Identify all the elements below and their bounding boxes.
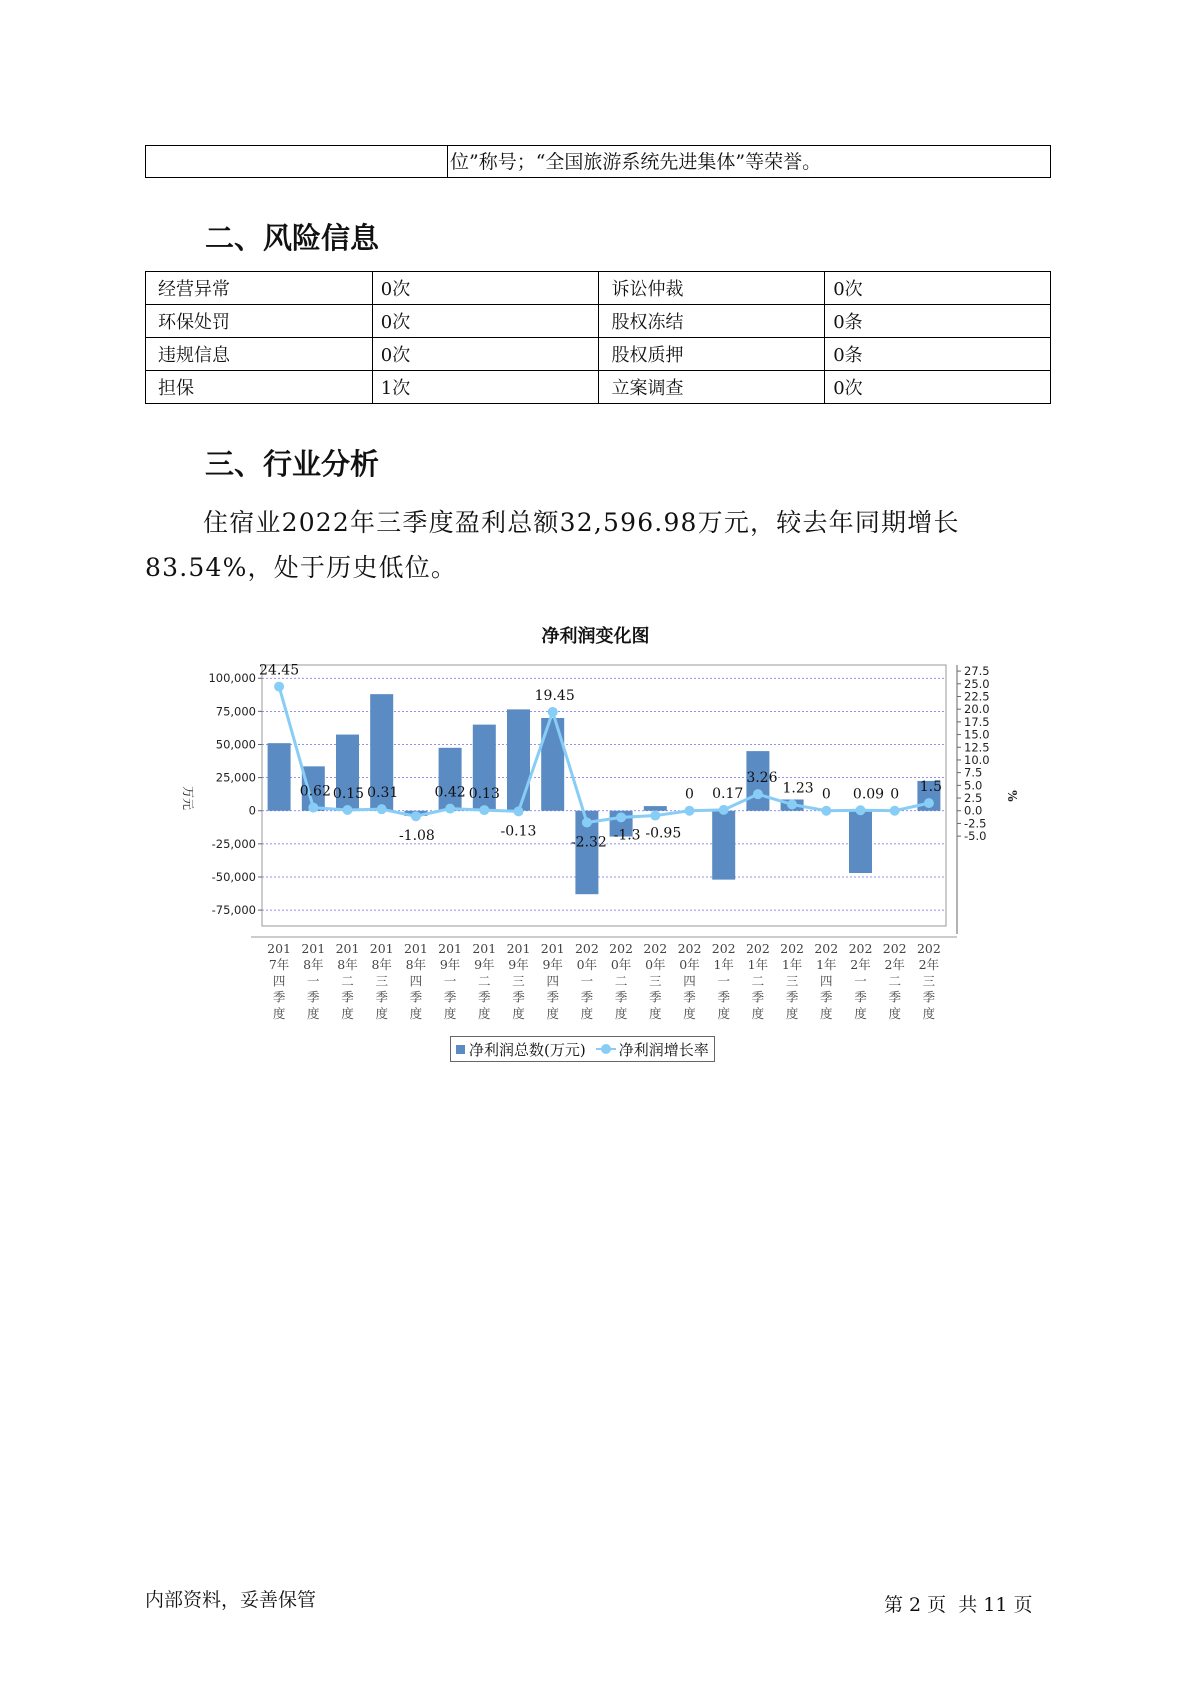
y2-tick-label: 10.0 xyxy=(964,752,990,767)
risk-value: 0次 xyxy=(825,272,1051,305)
x-tick-label: 9年 xyxy=(508,957,529,973)
x-tick-label: 8年 xyxy=(405,957,427,973)
growth-rate-data-label: 0.42 xyxy=(434,784,466,801)
x-tick-label: 度 xyxy=(717,1005,730,1021)
growth-rate-data-label: 19.45 xyxy=(534,687,575,704)
x-tick-label: 二 xyxy=(888,973,901,989)
x-tick-label: 一 xyxy=(717,973,730,989)
y2-tick-label: 15.0 xyxy=(964,727,990,742)
risk-table-row xyxy=(146,338,1051,371)
risk-value: 0条 xyxy=(825,305,1051,338)
x-tick-label: 1年 xyxy=(816,957,837,973)
x-tick-label: 201 xyxy=(301,941,326,956)
growth-rate-point xyxy=(343,805,353,815)
x-tick-label: 0年 xyxy=(610,957,632,973)
risk-label: 环保处罚 xyxy=(146,305,373,338)
footer-page-number: 第 2 页 共 11 页 xyxy=(884,1594,1033,1616)
x-tick-label: 9年 xyxy=(474,957,495,973)
x-tick-label: 201 xyxy=(267,941,292,956)
x-tick-label: 二 xyxy=(614,973,628,989)
honors-table-left-cell xyxy=(146,146,448,177)
x-tick-label: 季 xyxy=(717,989,730,1005)
growth-rate-point xyxy=(274,682,284,692)
x-tick-label: 一 xyxy=(580,973,594,989)
x-tick-label: 8年 xyxy=(337,957,358,973)
growth-rate-point xyxy=(924,798,934,808)
growth-rate-data-label: 3.26 xyxy=(746,770,778,787)
growth-rate-point xyxy=(787,799,797,809)
growth-rate-data-label: 0.62 xyxy=(299,783,331,800)
x-tick-label: 度 xyxy=(683,1005,696,1021)
growth-rate-data-label: -0.13 xyxy=(500,823,537,840)
growth-rate-data-label: 0.13 xyxy=(468,786,500,803)
x-tick-label: 季 xyxy=(580,989,594,1005)
y2-tick-label: 27.5 xyxy=(964,664,990,679)
chart-legend xyxy=(450,1036,715,1062)
x-tick-label: 四 xyxy=(272,973,286,989)
growth-rate-data-label: 0 xyxy=(821,786,831,803)
x-tick-label: 度 xyxy=(443,1005,457,1021)
x-tick-label: 季 xyxy=(785,989,799,1005)
x-tick-label: 季 xyxy=(478,989,491,1005)
x-tick-label: 度 xyxy=(649,1005,662,1021)
growth-rate-data-label: -1.08 xyxy=(398,828,435,845)
x-tick-label: 三 xyxy=(649,973,662,989)
risk-label: 诉讼仲裁 xyxy=(599,272,825,305)
x-tick-label: 季 xyxy=(443,989,457,1005)
bar-net-profit xyxy=(439,748,462,811)
growth-rate-data-label: 24.45 xyxy=(259,662,300,679)
growth-rate-point xyxy=(753,789,763,799)
x-tick-label: 8年 xyxy=(371,957,392,973)
y-tick-label: -50,000 xyxy=(211,869,256,884)
x-tick-label: 2年 xyxy=(884,957,905,973)
x-tick-label: 四 xyxy=(546,973,559,989)
x-tick-label: 202 xyxy=(677,941,702,956)
x-tick-label: 201 xyxy=(369,941,394,956)
x-tick-label: 一 xyxy=(307,973,320,989)
x-tick-label: 季 xyxy=(649,989,662,1005)
honors-table-row xyxy=(145,145,1051,178)
growth-rate-data-label: -0.95 xyxy=(645,825,682,842)
growth-rate-point xyxy=(445,804,455,814)
x-tick-label: 201 xyxy=(472,941,497,956)
x-tick-label: 202 xyxy=(745,941,770,956)
y2-tick-label: 0.0 xyxy=(964,803,983,818)
chart-title: 净利润变化图 xyxy=(541,626,650,647)
x-tick-label: 季 xyxy=(272,989,286,1005)
risk-value: 0条 xyxy=(825,338,1051,371)
y2-tick-label: 25.0 xyxy=(964,676,990,691)
bar-net-profit xyxy=(268,743,291,811)
x-tick-label: 201 xyxy=(506,941,531,956)
x-tick-label: 1年 xyxy=(747,957,769,973)
y-tick-label: -75,000 xyxy=(211,903,256,918)
x-tick-label: 季 xyxy=(341,989,354,1005)
risk-table-row xyxy=(146,272,1051,305)
y2-tick-label: -5.0 xyxy=(964,829,987,844)
bar-net-profit xyxy=(507,709,530,810)
y-tick-label: 50,000 xyxy=(215,737,256,752)
x-tick-label: 202 xyxy=(711,941,736,956)
industry-heading: 三、行业分析 xyxy=(205,447,380,481)
x-tick-label: 三 xyxy=(512,973,525,989)
x-tick-label: 度 xyxy=(512,1005,525,1021)
growth-rate-data-label: 0.17 xyxy=(712,785,744,802)
growth-rate-point xyxy=(650,811,660,821)
x-tick-label: 度 xyxy=(375,1005,388,1021)
x-tick-label: 四 xyxy=(683,973,696,989)
growth-rate-point xyxy=(856,805,866,815)
x-tick-label: 二 xyxy=(341,973,354,989)
x-tick-label: 202 xyxy=(643,941,668,956)
x-tick-label: 一 xyxy=(443,973,457,989)
y-tick-label: 75,000 xyxy=(215,704,256,719)
x-tick-label: 9年 xyxy=(542,957,563,973)
x-tick-label: 201 xyxy=(438,941,463,956)
x-tick-label: 度 xyxy=(580,1005,594,1021)
x-tick-label: 季 xyxy=(512,989,525,1005)
x-tick-label: 度 xyxy=(546,1005,559,1021)
risk-value: 0次 xyxy=(372,305,599,338)
x-tick-label: 202 xyxy=(814,941,839,956)
growth-rate-point xyxy=(514,806,524,816)
x-tick-label: 季 xyxy=(683,989,696,1005)
risk-table-row xyxy=(146,305,1051,338)
risk-label: 股权冻结 xyxy=(599,305,825,338)
x-tick-label: 202 xyxy=(848,941,873,956)
x-tick-label: 二 xyxy=(751,973,765,989)
x-tick-label: 季 xyxy=(375,989,388,1005)
x-tick-label: 度 xyxy=(785,1005,799,1021)
x-tick-label: 度 xyxy=(478,1005,491,1021)
x-tick-label: 202 xyxy=(916,941,941,956)
x-tick-label: 202 xyxy=(574,941,599,956)
x-tick-label: 202 xyxy=(882,941,907,956)
risk-heading: 二、风险信息 xyxy=(205,221,380,255)
risk-value: 0次 xyxy=(372,338,599,371)
x-tick-label: 季 xyxy=(614,989,628,1005)
x-tick-label: 四 xyxy=(820,973,833,989)
x-tick-label: 季 xyxy=(751,989,765,1005)
legend-bar-swatch xyxy=(456,1045,465,1054)
y2-axis-label: % xyxy=(1005,790,1019,802)
x-tick-label: 0年 xyxy=(576,957,598,973)
x-tick-label: 1年 xyxy=(781,957,803,973)
x-tick-label: 三 xyxy=(922,973,936,989)
legend-line-label: 净利润增长率 xyxy=(618,1040,709,1059)
x-tick-label: 度 xyxy=(409,1005,423,1021)
x-tick-label: 9年 xyxy=(439,957,461,973)
growth-rate-point xyxy=(479,805,489,815)
y2-tick-label: 12.5 xyxy=(964,740,990,755)
growth-rate-point xyxy=(685,806,695,816)
footer-confidential-note: 内部资料，妥善保管 xyxy=(145,1589,317,1611)
bar-net-profit xyxy=(849,811,872,873)
x-tick-label: 三 xyxy=(375,973,388,989)
risk-label: 股权质押 xyxy=(599,338,825,371)
risk-label: 立案调查 xyxy=(599,371,825,404)
x-tick-label: 度 xyxy=(341,1005,354,1021)
legend-bar-label: 净利润总数(万元) xyxy=(469,1040,586,1059)
x-tick-label: 7年 xyxy=(268,957,290,973)
y2-tick-label: 17.5 xyxy=(964,714,990,729)
y-tick-label: 25,000 xyxy=(215,770,256,785)
y-tick-label: 0 xyxy=(248,803,256,818)
x-tick-label: 季 xyxy=(922,989,936,1005)
risk-label: 经营异常 xyxy=(146,272,373,305)
x-tick-label: 8年 xyxy=(303,957,324,973)
risk-label: 担保 xyxy=(146,371,373,404)
growth-rate-data-label: 0.09 xyxy=(852,786,885,803)
bar-net-profit xyxy=(644,806,667,811)
y-axis-label: 万元 xyxy=(181,785,195,811)
x-tick-label: 201 xyxy=(335,941,360,956)
y2-tick-label: 7.5 xyxy=(964,765,983,780)
growth-rate-point xyxy=(582,818,592,828)
growth-rate-data-label: 0 xyxy=(685,786,694,803)
y2-tick-label: 2.5 xyxy=(964,791,983,806)
y2-tick-label: -2.5 xyxy=(964,816,987,831)
x-tick-label: 度 xyxy=(272,1005,286,1021)
x-tick-label: 季 xyxy=(409,989,423,1005)
growth-rate-point xyxy=(548,707,558,717)
growth-rate-point xyxy=(821,806,831,816)
x-tick-label: 度 xyxy=(820,1005,833,1021)
x-tick-label: 一 xyxy=(854,973,867,989)
x-tick-label: 2年 xyxy=(918,957,940,973)
growth-rate-point xyxy=(616,812,626,822)
x-tick-label: 度 xyxy=(888,1005,901,1021)
y2-tick-label: 20.0 xyxy=(964,702,990,717)
x-tick-label: 季 xyxy=(820,989,833,1005)
x-tick-label: 季 xyxy=(546,989,559,1005)
x-tick-label: 0年 xyxy=(645,957,666,973)
x-tick-label: 度 xyxy=(307,1005,320,1021)
growth-rate-point xyxy=(719,805,729,815)
growth-rate-data-label: 1.23 xyxy=(782,780,814,797)
x-tick-label: 0年 xyxy=(679,957,700,973)
x-tick-label: 1年 xyxy=(713,957,734,973)
risk-label: 违规信息 xyxy=(146,338,373,371)
risk-info-table xyxy=(145,271,1051,404)
legend-line-swatch xyxy=(596,1044,616,1054)
y2-tick-label: 22.5 xyxy=(964,689,990,704)
x-tick-label: 季 xyxy=(888,989,901,1005)
growth-rate-data-label: -2.32 xyxy=(570,834,607,851)
growth-rate-point xyxy=(411,811,421,821)
bar-net-profit xyxy=(712,811,735,880)
x-tick-label: 三 xyxy=(785,973,799,989)
growth-rate-data-label: -1.3 xyxy=(613,827,641,844)
growth-rate-data-label: 0.31 xyxy=(367,785,399,802)
risk-value: 1次 xyxy=(372,371,599,404)
growth-rate-point xyxy=(377,804,387,814)
x-tick-label: 201 xyxy=(403,941,428,956)
growth-rate-data-label: 0.15 xyxy=(332,785,365,802)
x-tick-label: 度 xyxy=(751,1005,765,1021)
growth-rate-data-label: 1.5 xyxy=(919,779,943,796)
x-tick-label: 202 xyxy=(780,941,805,956)
net-profit-chart xyxy=(170,650,1030,1030)
x-tick-label: 201 xyxy=(540,941,565,956)
y2-tick-label: 5.0 xyxy=(964,778,983,793)
x-tick-label: 四 xyxy=(409,973,423,989)
x-tick-label: 度 xyxy=(614,1005,628,1021)
plot-area xyxy=(262,665,946,926)
y-tick-label: 100,000 xyxy=(208,671,256,686)
risk-value: 0次 xyxy=(825,371,1051,404)
x-tick-label: 季 xyxy=(307,989,320,1005)
risk-table-row xyxy=(146,371,1051,404)
risk-value: 0次 xyxy=(372,272,599,305)
growth-rate-point xyxy=(308,803,318,813)
x-tick-label: 度 xyxy=(922,1005,936,1021)
growth-rate-data-label: 0 xyxy=(890,786,900,803)
x-tick-label: 季 xyxy=(854,989,867,1005)
x-tick-label: 二 xyxy=(478,973,491,989)
industry-paragraph-text: 住宿业2022年三季度盈利总额32,596.98万元，较去年同期增长83.54%，处于历史低位。 xyxy=(145,508,960,582)
honors-table-right-cell: 位”称号；“全国旅游系统先进集体”等荣誉。 xyxy=(450,151,822,173)
industry-paragraph xyxy=(145,500,1051,590)
x-tick-label: 202 xyxy=(609,941,634,956)
x-tick-label: 2年 xyxy=(850,957,871,973)
growth-rate-point xyxy=(890,806,900,816)
y-tick-label: -25,000 xyxy=(211,836,256,851)
x-tick-label: 度 xyxy=(854,1005,867,1021)
